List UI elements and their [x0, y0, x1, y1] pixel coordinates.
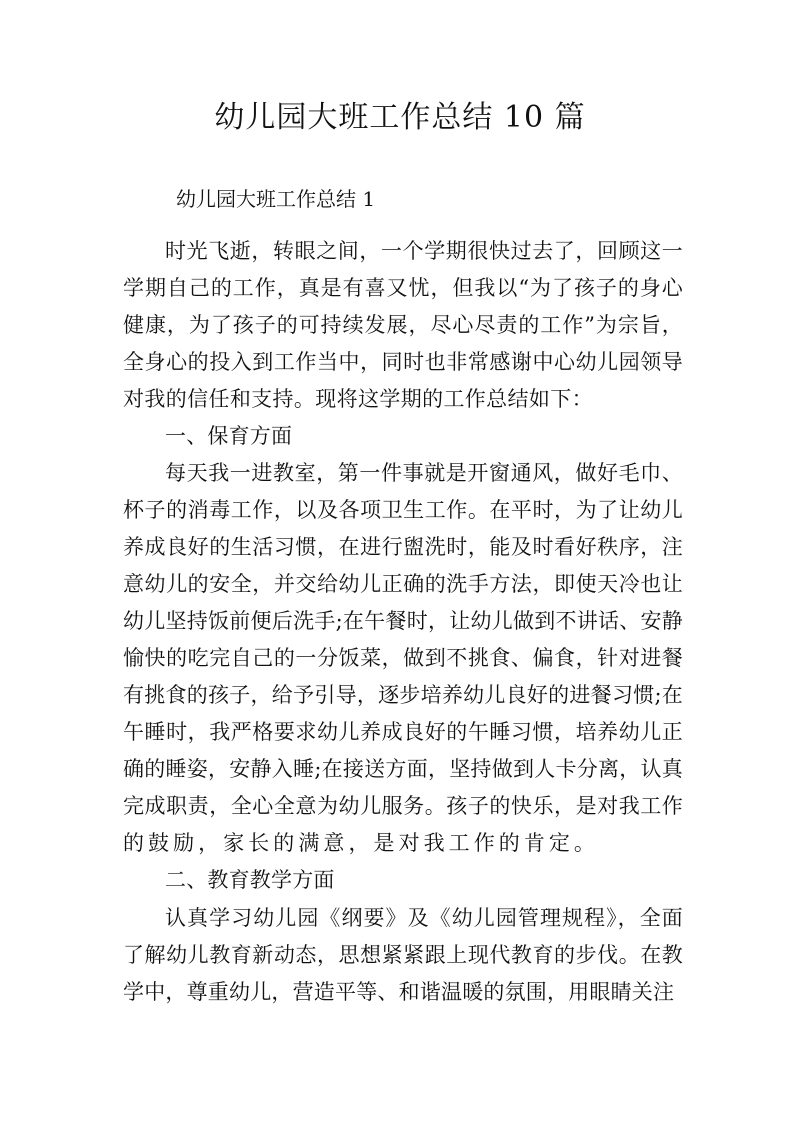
- paragraph-childcare: [123, 455, 683, 899]
- section-title: 幼儿园大班工作总结 1: [176, 187, 376, 211]
- heading-childcare: 一、保育方面: [165, 424, 293, 448]
- heading-teaching: 二、教育教学方面: [165, 868, 335, 892]
- paragraph-intro-text: 时光飞逝，转眼之间，一个学期很快过去了，回顾这一学期自己的工作，真是有喜又忧，但我以“为了孩子的身心健康，为了孩子的可持续发展，尽心尽责的工作”为宗旨，全身心的投入到工作当中，同时也非常感谢中心幼儿园领导对我的信任和支持。现将这学期的工作总结如下：: [123, 239, 683, 411]
- paragraph-teaching-text: 认真学习幼儿园《纲要》及《幼儿园管理规程》，全面了解幼儿教育新动态，思想紧紧跟上现代教育的步伐。在教学中，尊重幼儿，营造平等、和谐温暖的氛围，用眼睛关注: [123, 906, 683, 1004]
- paragraph-childcare-text: 每天我一进教室，第一件事就是开窗通风，做好毛巾、杯子的消毒工作，以及各项卫生工作。在平时，为了让幼儿养成良好的生活习惯，在进行盥洗时，能及时看好秩序，注意幼儿的安全，并交给幼儿正确的洗手方法，即使天冷也让幼儿坚持饭前便后洗手;在午餐时，让幼儿做到不讲话、安静愉快的吃完自己的一分饭菜，做到不挑食、偏食，针对进餐有挑食的孩子，给予引导，逐步培养幼儿良好的进餐习惯;在午睡时，我严格要求幼儿养成良好的午睡习惯，培养幼儿正确的睡姿，安静入睡;在接送方面，坚持做到人卡分离，认真完成职责，全心全意为幼儿服务。孩子的快乐，是对我工作的鼓励，家长的满意，是对我工作的肯定。: [123, 461, 683, 855]
- document-title: 幼儿园大班工作总结 10 篇: [214, 100, 586, 135]
- paragraph-intro: [123, 233, 683, 455]
- paragraph-teaching: [123, 900, 683, 1011]
